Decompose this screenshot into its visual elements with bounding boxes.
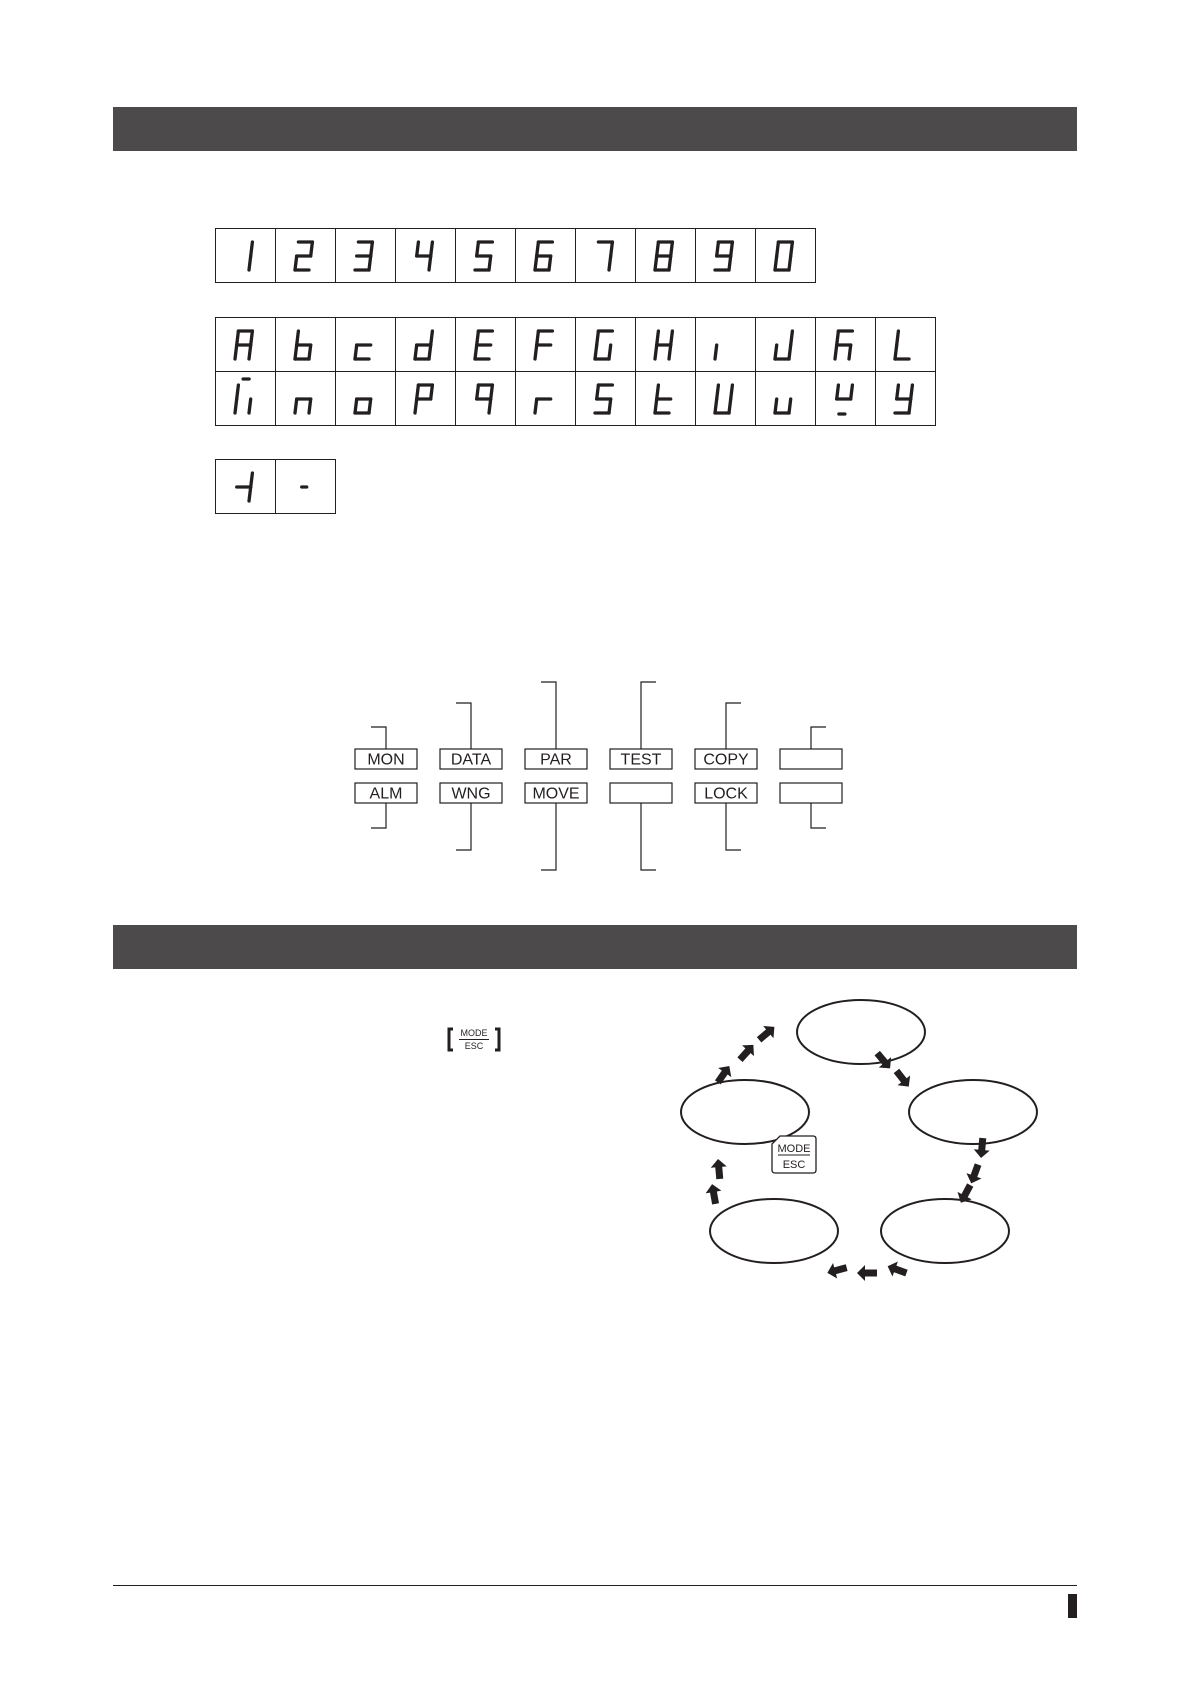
letter-cell-n: [276, 372, 336, 426]
svg-text:WNG: WNG: [451, 785, 491, 803]
letter-cell-o: [336, 372, 396, 426]
svg-text:TEST: TEST: [620, 751, 662, 769]
letter-cell-h: [636, 318, 696, 372]
mode-label-lower-blank-3: [610, 783, 672, 803]
mode-label-upper-blank-5: [780, 749, 842, 769]
mode-key-top-text: MODE: [460, 1028, 488, 1038]
cycle-arrow-icon: [857, 1265, 877, 1281]
mode-label-upper-test: [610, 749, 672, 769]
svg-text:DATA: DATA: [450, 751, 492, 769]
letter-cell-l: [876, 318, 936, 372]
mode-label-lower-blank-5: [780, 783, 842, 803]
cycle-arrow-icon: [710, 1158, 728, 1179]
svg-text:LOCK: LOCK: [704, 785, 748, 803]
mode-label-lower-move: [525, 783, 587, 803]
mode-ellipse-bottom-left: [710, 1199, 838, 1263]
svg-text:MON: MON: [367, 751, 405, 769]
diagram-key-bottom-text: ESC: [782, 1159, 806, 1171]
cycle-arrow-icon: [825, 1260, 848, 1281]
cycle-arrow-icon: [885, 1259, 909, 1281]
letter-cell-u: [756, 372, 816, 426]
digit-cell-7: [576, 229, 636, 283]
cycle-arrow-icon: [890, 1066, 915, 1092]
special-character-table: [215, 459, 336, 514]
svg-text:COPY: COPY: [703, 751, 749, 769]
diagram-key-top-text: MODE: [777, 1143, 811, 1155]
mode-key-bottom-text: ESC: [464, 1041, 484, 1051]
digit-cell-1: [216, 229, 276, 283]
mode-label-lower-wng: [440, 783, 502, 803]
mode-label-lower-lock: [695, 783, 757, 803]
letter-cell-i: [696, 318, 756, 372]
digit-cell-9: [696, 229, 756, 283]
mode-label-upper-mon: [355, 749, 417, 769]
section-header-bar-1: [113, 107, 1077, 151]
mode-ellipse-top: [797, 1000, 925, 1064]
digit-cell-4: [396, 229, 456, 283]
mode-label-upper-par: [525, 749, 587, 769]
letter-cell-t: [636, 372, 696, 426]
letter-cell-r: [516, 372, 576, 426]
letter-cell-u: [696, 372, 756, 426]
page-edge-tab: [1068, 1594, 1077, 1618]
mode-ellipse-right: [909, 1080, 1037, 1144]
letter-cell-s: [576, 372, 636, 426]
mode-esc-key-diagram: [772, 1136, 816, 1173]
digit-cell-5: [456, 229, 516, 283]
special-cell-hyphen: [276, 460, 336, 514]
mode-ellipse-bottom-right: [881, 1199, 1009, 1263]
cycle-arrow-icon: [704, 1183, 723, 1205]
digit-cell-0: [756, 229, 816, 283]
cycle-arrow-icon: [754, 1021, 780, 1046]
mode-label-upper-copy: [695, 749, 757, 769]
mode-label-upper-data: [440, 749, 502, 769]
letter-cell-f: [516, 318, 576, 372]
mode-esc-key-inline: [446, 1026, 502, 1059]
digit-cell-8: [636, 229, 696, 283]
letter-cell-j: [756, 318, 816, 372]
letter-cell-y: [876, 372, 936, 426]
digit-cell-3: [336, 229, 396, 283]
letter-cell-g: [576, 318, 636, 372]
digit-character-table: [215, 228, 816, 283]
letter-cell-e: [456, 318, 516, 372]
letter-cell-d: [396, 318, 456, 372]
mode-cycle-diagram: [670, 995, 1050, 1295]
digit-cell-2: [276, 229, 336, 283]
letter-cell-q: [456, 372, 516, 426]
letter-cell-m: [216, 372, 276, 426]
mode-indicator-labels: [350, 670, 870, 885]
cycle-arrow-icon: [734, 1039, 759, 1065]
section-header-bar-2: [113, 925, 1077, 969]
svg-text:ALM: ALM: [369, 785, 403, 803]
letter-cell-k: [816, 318, 876, 372]
letter-character-table: [215, 317, 936, 426]
cycle-arrow-icon: [964, 1162, 986, 1186]
letter-cell-v: [816, 372, 876, 426]
svg-text:PAR: PAR: [540, 751, 572, 769]
digit-cell-6: [516, 229, 576, 283]
mode-ellipse-left: [681, 1080, 809, 1144]
footer-rule: [113, 1585, 1077, 1586]
svg-text:MOVE: MOVE: [532, 785, 580, 803]
mode-label-lower-alm: [355, 783, 417, 803]
letter-cell-c: [336, 318, 396, 372]
letter-cell-a: [216, 318, 276, 372]
letter-cell-p: [396, 372, 456, 426]
special-cell-minus-sign: [216, 460, 276, 514]
letter-cell-b: [276, 318, 336, 372]
